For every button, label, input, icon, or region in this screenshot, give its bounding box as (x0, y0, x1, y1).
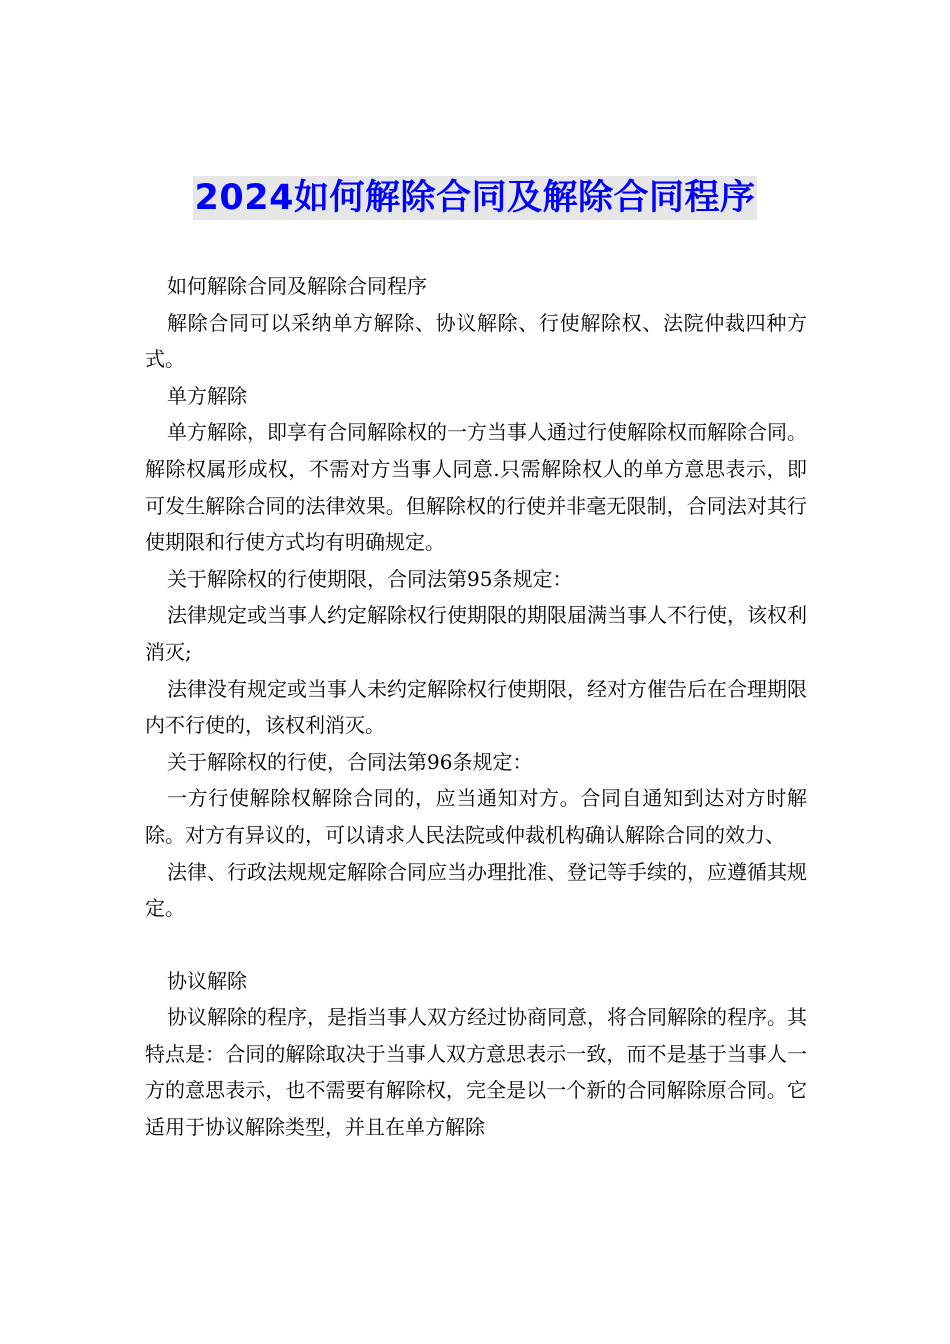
paragraph: 一方行使解除权解除合同的，应当通知对方。合同自通知到达对方时解除。对方有异议的，可以请求人民法院或仲裁机构确认解除合同的效力、 (145, 786, 807, 847)
title-container (0, 176, 950, 220)
paragraph: 如何解除合同及解除合同程序 (167, 274, 427, 298)
paragraph: 关于解除权的行使期限，合同法第95条规定： (167, 566, 573, 591)
paragraph-spacer (145, 927, 807, 963)
paragraph: 协议解除的程序，是指当事人双方经过协商同意，将合同解除的程序。其特点是：合同的解除取决于当事人双方意思表示一致，而不是基于当事人一方的意思表示，也不需要有解除权，完全是以一个新的合同解除原合同。它适用于协议解除类型，并且在单方解除 (145, 1005, 807, 1140)
paragraph: 法律、行政法规规定解除合同应当办理批准、登记等手续的，应遵循其规定。 (145, 859, 807, 921)
paragraph: 法律规定或当事人约定解除权行使期限的期限届满当事人不行使，该权利消灭; (145, 603, 807, 664)
document-body (145, 268, 807, 1146)
paragraph: 单方解除，即享有合同解除权的一方当事人通过行使解除权而解除合同。解除权属形成权，不需对方当事人同意.只需解除权人的单方意思表示，即可发生解除合同的法律效果。但解除权的行使并非毫无限制，合同法对其行使期限和行使方式均有明确规定。 (145, 420, 807, 555)
paragraph: 关于解除权的行使，合同法第96条规定： (167, 749, 533, 774)
paragraph: 解除合同可以采纳单方解除、协议解除、行使解除权、法院仲裁四种方式。 (145, 310, 807, 372)
section-heading: 单方解除 (167, 383, 247, 408)
document-title: 2024如何解除合同及解除合同程序 (194, 178, 756, 218)
paragraph: 法律没有规定或当事人未约定解除权行使期限，经对方催告后在合理期限内不行使的，该权利消灭。 (145, 676, 807, 738)
section-heading: 协议解除 (167, 968, 247, 993)
